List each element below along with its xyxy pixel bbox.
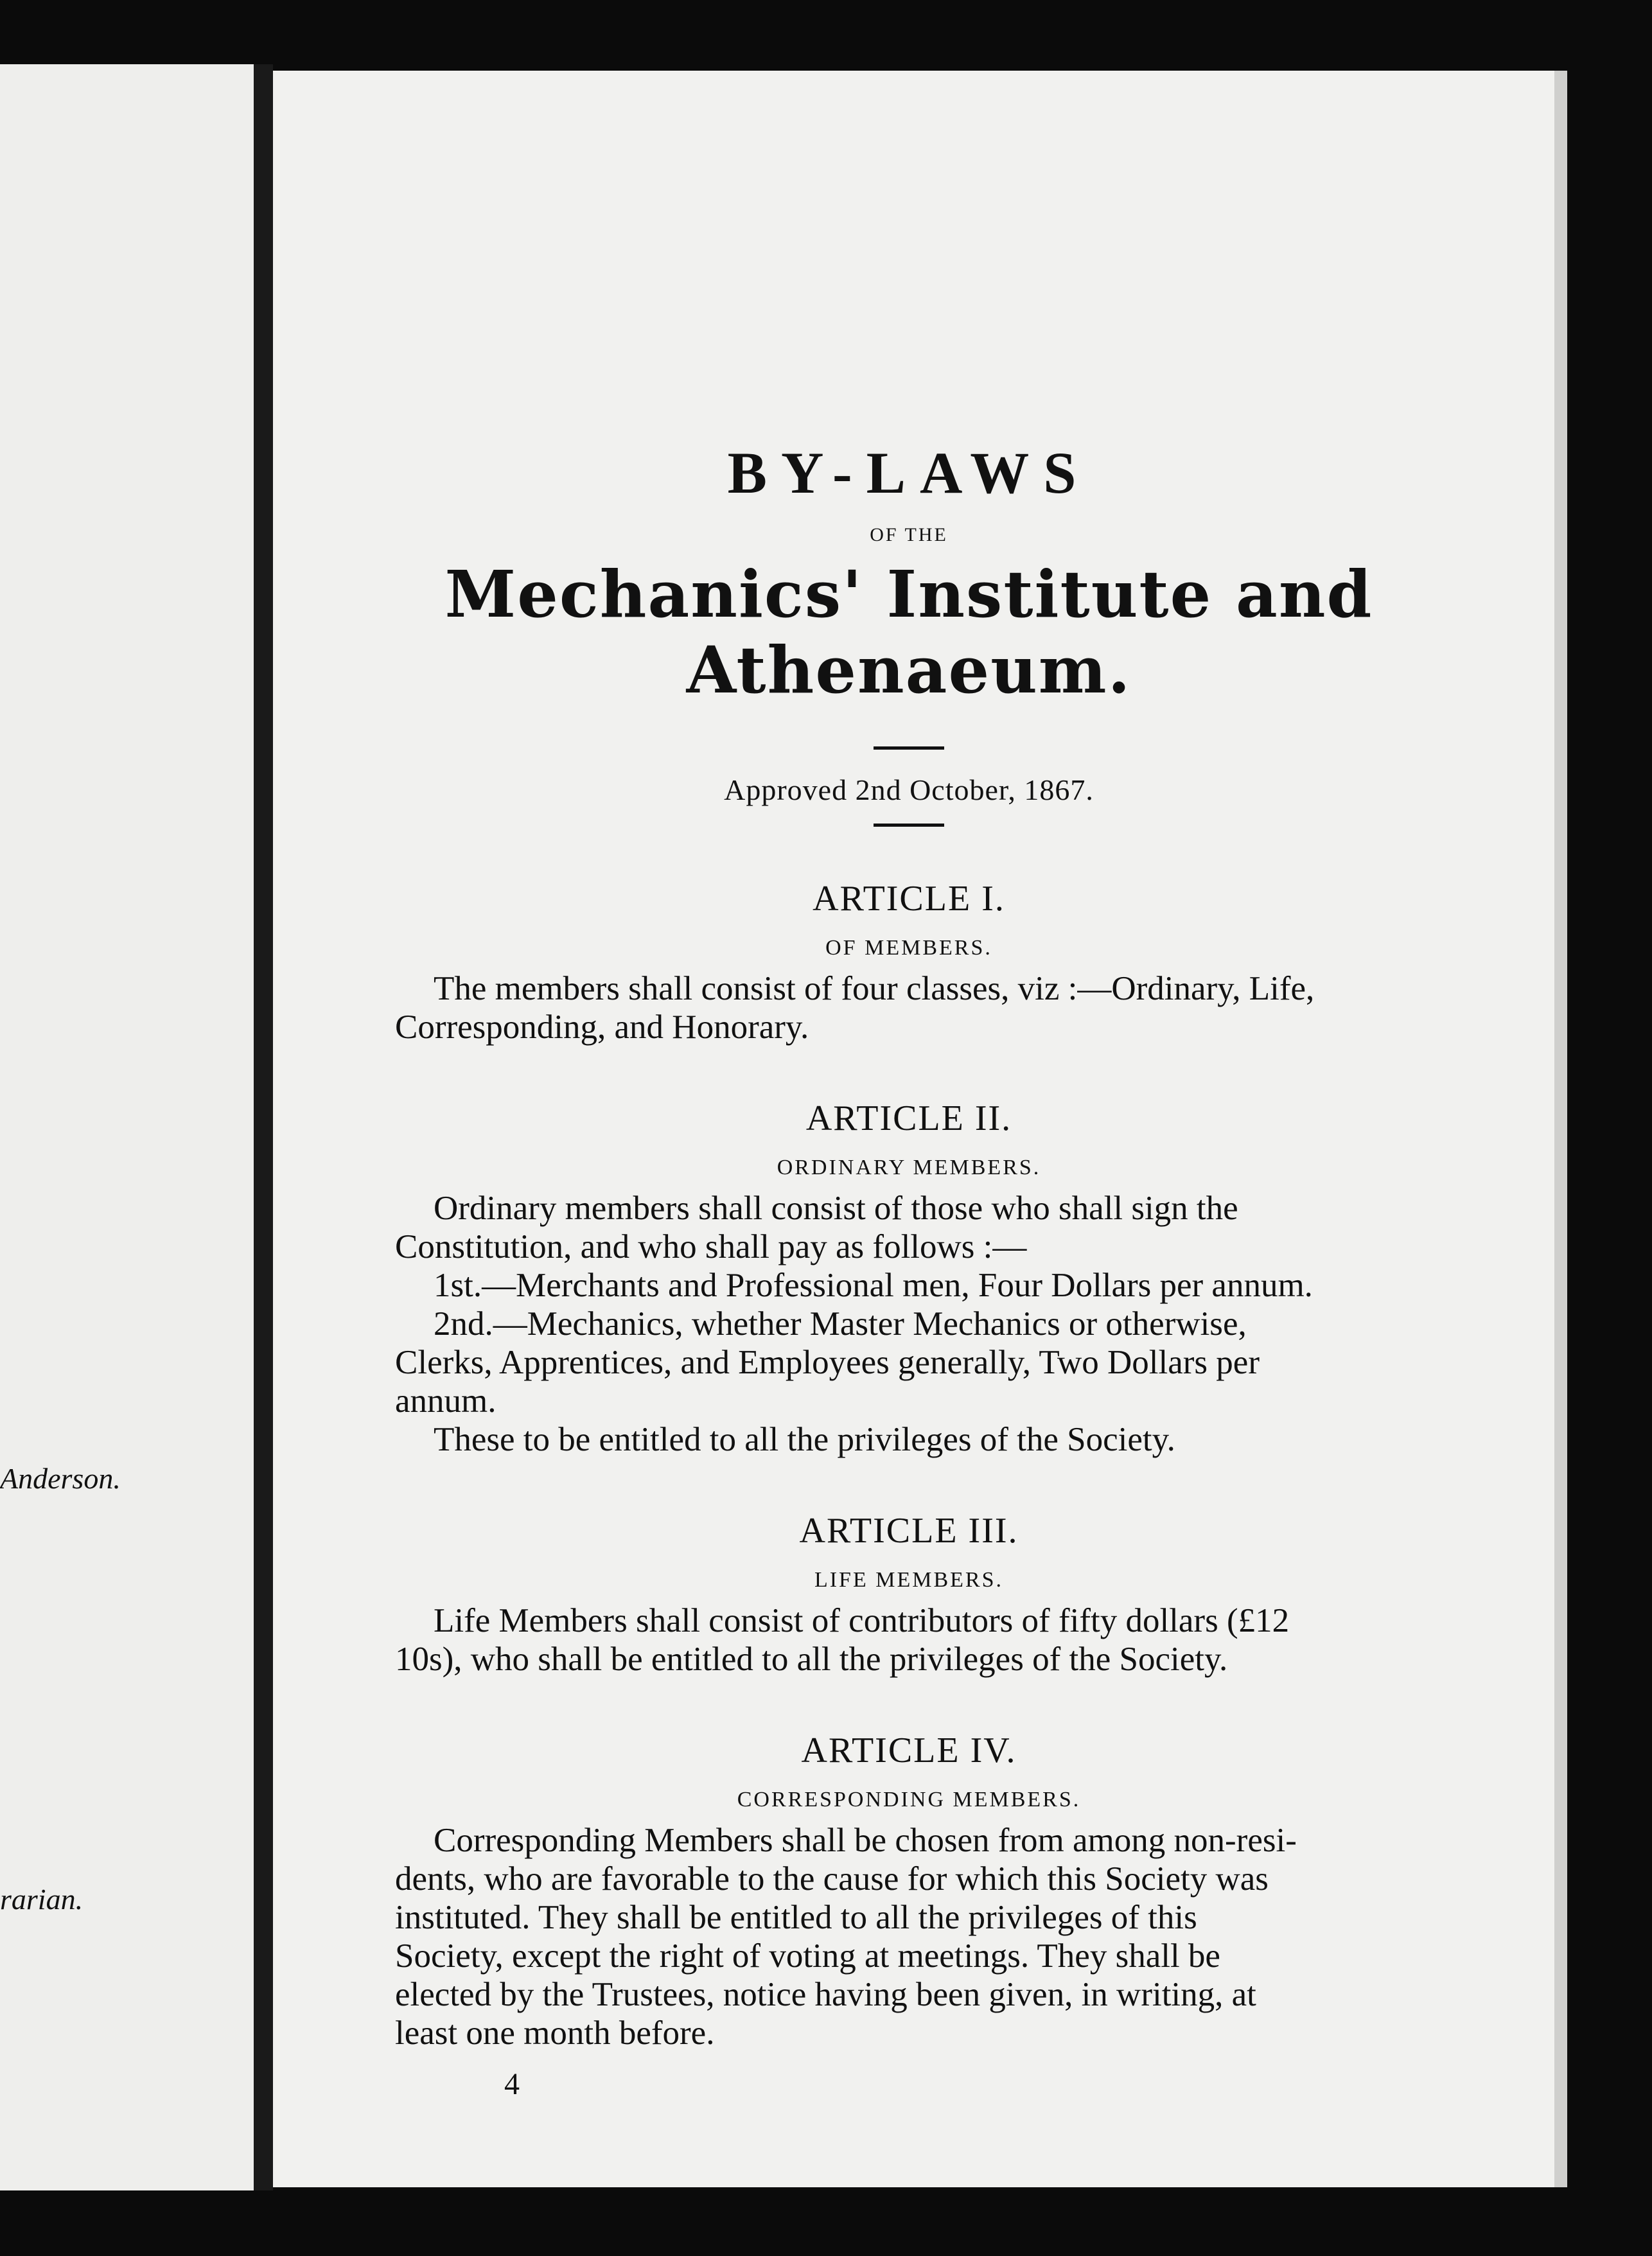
text-line: annum. — [395, 1382, 496, 1420]
text-line: 1st.—Merchants and Professional men, Four Dollars per annum. — [434, 1267, 1313, 1304]
text-line: 10s), who shall be entitled to all the privileges of the Society. — [395, 1641, 1228, 1678]
article-text — [395, 1189, 1423, 1459]
article-title: ARTICLE IV. — [801, 1731, 1017, 1770]
article-subtitle: LIFE MEMBERS. — [814, 1568, 1004, 1592]
article-text — [395, 1821, 1423, 2052]
article-title: ARTICLE III. — [799, 1511, 1019, 1551]
book-spine — [254, 64, 273, 2190]
left-page-fragment: rarian. — [0, 1883, 83, 1916]
left-page-fragment: Anderson. — [0, 1462, 121, 1495]
divider — [874, 746, 944, 750]
article-subtitle: ORDINARY MEMBERS. — [777, 1156, 1041, 1179]
text-line: instituted. They shall be entitled to all the privileges of this — [395, 1899, 1197, 1936]
text-line: 2nd.—Mechanics, whether Master Mechanics or otherwise, — [434, 1305, 1247, 1343]
text-line: Constitution, and who shall pay as follows :— — [395, 1228, 1027, 1265]
title-connector: OF THE — [870, 524, 948, 545]
text-line: Life Members shall consist of contributors of fifty dollars (£12 — [434, 1602, 1290, 1639]
left-page — [0, 64, 254, 2190]
approval-date: Approved 2nd October, 1867. — [724, 773, 1094, 806]
text-line: Corresponding Members shall be chosen from among non-resi- — [434, 1822, 1297, 1859]
article-subtitle: CORRESPONDING MEMBERS. — [737, 1788, 1081, 1811]
article-text — [395, 1601, 1423, 1679]
institute-name: Mechanics' Institute and Athenaeum. — [444, 556, 1373, 708]
text-line: Clerks, Apprentices, and Employees generally, Two Dollars per — [395, 1344, 1260, 1381]
text-line: These to be entitled to all the privileges of the Society. — [434, 1421, 1175, 1458]
article-subtitle: OF MEMBERS. — [825, 936, 992, 960]
text-line: elected by the Trustees, notice having been given, in writing, at — [395, 1976, 1256, 2013]
page-number: 4 — [504, 2067, 520, 2101]
article-title: ARTICLE I. — [813, 879, 1005, 919]
text-line: Society, except the right of voting at meetings. They shall be — [395, 1937, 1220, 1975]
text-line: least one month before. — [395, 2014, 715, 2052]
text-line: dents, who are favorable to the cause for which this Society was — [395, 1860, 1269, 1898]
article-text — [395, 969, 1423, 1046]
document-title: BY-LAWS — [727, 440, 1091, 506]
text-line: Ordinary members shall consist of those who shall sign the — [434, 1190, 1238, 1227]
divider — [874, 824, 944, 827]
page-edge — [1554, 71, 1567, 2187]
right-page — [273, 71, 1554, 2187]
text-line: Corresponding, and Honorary. — [395, 1009, 809, 1046]
article-title: ARTICLE II. — [805, 1098, 1012, 1138]
page-content — [395, 366, 1423, 2102]
text-line: The members shall consist of four classes, viz :—Ordinary, Life, — [434, 970, 1315, 1007]
